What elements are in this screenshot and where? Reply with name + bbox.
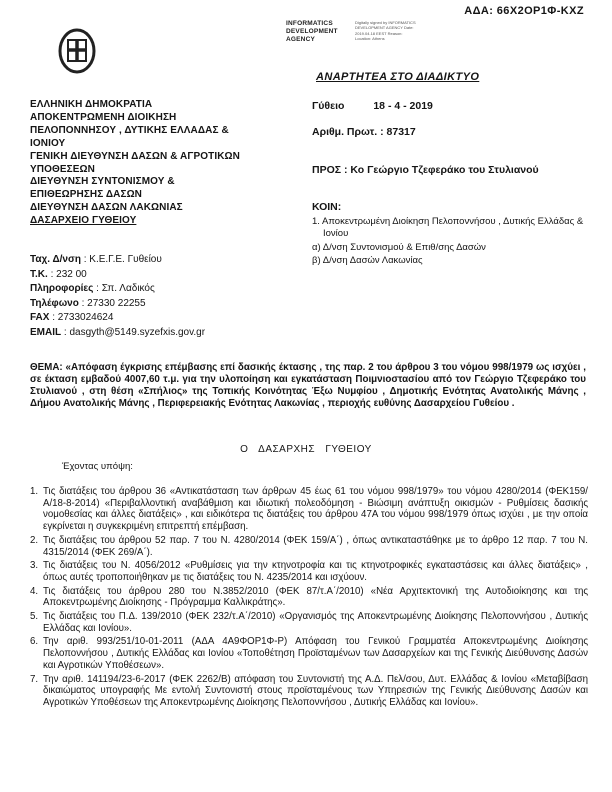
contact-address-row [30,253,304,268]
stamp-agency-name: INFORMATICS DEVELOPMENT AGENCY [286,20,338,43]
having-regard-label: Έχοντας υπόψη: [62,461,133,472]
contact-label: EMAIL [30,327,62,339]
sender-line: ΙΟΝΙΟΥ [30,137,66,149]
sender-line: ΕΛΛΗΝΙΚΗ ΔΗΜΟΚΡΑΤΙΑ [30,99,153,110]
contact-label: Ταχ. Δ/νση [30,254,81,266]
contact-value: : 232 00 [50,268,87,280]
document-date: 18 - 4 - 2019 [373,100,433,112]
contact-label: FAX [30,312,50,324]
legal-item: Τις διατάξεις του άρθρου 52 παρ. 7 του Ν. 4280/2014 (ΦΕΚ 159/Α΄) , όπως αντικαταστάθηκε με το άρθρο 12 παρ. 7 του Ν. 4315/2014 (ΦΕΚ 269/Α΄). [43,534,588,558]
internet-posting-label: ΑΝΑΡΤΗΤΕΑ ΣΤΟ ΔΙΑΔΙΚΤΥΟ [316,71,480,83]
cc-list [312,216,588,267]
sender-line: ΔΙΕΥΘΥΝΣΗ ΣΥΝΤΟΝΙΣΜΟΥ & [30,176,175,188]
greek-emblem-icon [54,26,100,76]
sender-block [30,99,304,341]
protocol-number-label: Αριθμ. Πρωτ. : [312,126,384,138]
recipient-name: Κο Γεώργιο Τζεφεράκο του Στυλιανού [350,164,539,176]
contact-label: Πληροφορίες [30,283,94,295]
contact-email-row [30,326,304,341]
cc-label: ΚΟΙΝ: [312,201,342,213]
legal-item: Τις διατάξεις του Π.Δ. 139/2010 (ΦΕΚ 232/τ.Α΄/2010) «Οργανισμός της Αποκεντρωμένης Διοίκησης Πελοποννήσου , Δυτικής Ελλάδας και Ιονίου». [43,611,588,634]
recipient-line [312,164,588,176]
date-line [312,100,588,112]
sender-line: ΥΠΟΘΕΣΕΩΝ [30,163,95,175]
legal-item: Τις διατάξεις του Ν. 4056/2012 «Ρυθμίσεις για την κτηνοτροφία και τις κτηνοτροφικές εγκαταστάσεις και άλλες διατάξεις» , όπως αυτές τροποποιήθηκαν με τις διατάξεις του Ν. 4235/2014 και ισχύουν. [43,560,588,583]
contact-label: Τ.Κ. [30,268,48,280]
sender-line: ΓΕΝΙΚΗ ΔΙΕΥΘΥΝΣΗ ΔΑΣΩΝ & ΑΓΡΟΤΙΚΩΝ [30,150,240,162]
stamp-signature-details: Digitally signed by INFORMATICS DEVELOPMENT AGENCY Date: 2019.04.18 EEST Reason: Location: Athens [355,20,416,42]
contact-info-row [30,282,304,297]
cc-item: 1. Αποκεντρωμένη Διοίκηση Πελοποννήσου , Δυτικής Ελλάδας & Ιονίου [312,216,584,240]
cc-item: β) Δ/νση Δασών Λακωνίας [312,254,423,266]
legal-basis-list [30,486,588,711]
digital-signature-stamp [286,20,417,43]
contact-value: : Σπ. Λαδικός [96,283,155,295]
place-name: Γύθειο [312,100,345,112]
sender-line: ΔΙΕΥΘΥΝΣΗ ΔΑΣΩΝ ΛΑΚΩΝΙΑΣ [30,202,183,214]
cc-item: α) Δ/νση Συντονισμού & Επιθ/σης Δασών [312,241,486,253]
contact-value: : 27330 22255 [81,297,146,309]
contact-label: Τηλέφωνο [30,297,79,309]
subject-label: ΘΕΜΑ: [30,362,63,373]
contact-postcode-row [30,268,304,283]
legal-item: Την αριθ. 993/251/10-01-2011 (ΑΔΑ 4Α9ΦΟΡ1Φ-Ρ) Απόφαση του Γενικού Γραμματέα Αποκεντρωμένης Διοίκησης Πελοποννήσου , Δυτικής Ελλάδας και Ιονίου «Τοποθέτηση Προϊσταμένων των Δασαρχείων και της Γενικής Διεύθυνσης Δασών και Αγροτικών Υποθέσεων». [43,636,588,671]
ada-code: ΑΔΑ: 66Χ2ΟΡ1Φ-ΚΧΖ [464,5,584,17]
subject-text: «Απόφαση έγκρισης επέμβασης επί δασικής έκτασης , της παρ. 2 του άρθρου 3 του νόμου 998/1979 ως ισχύει , σε έκταση εμβαδού 4007,60 τ.μ. για την υλοποίηση και εγκατάσταση Ποιμνιοστασίου από τον Γεώργιο Τζεφεράκο του Στυλιανού , στη θέση «Σπήλιος» της Τοπικής Κοινότητας Έξω Νυμφίου , Δημοτικής Ενότητας Ανατολικής Μάνης , Δήμου Ανατολικής Μάνης , Περιφερειακής Ενότητας Λακωνίας , περιοχής ευθύνης Δασαρχείου Γυθείου . [30,362,586,409]
recipient-label: ΠΡΟΣ : [312,164,348,176]
decision-heading: Ο ΔΑΣΑΡΧΗΣ ΓΥΘΕΙΟΥ [240,444,372,455]
sender-line: ΠΕΛΟΠΟΝΝΗΣΟΥ , ΔΥΤΙΚΗΣ ΕΛΛΑΔΑΣ & [30,124,229,136]
sender-office-name: ΔΑΣΑΡΧΕΙΟ ΓΥΘΕΙΟΥ [30,215,137,227]
protocol-number-line [312,126,588,138]
protocol-number: 87317 [386,126,416,138]
contact-phone-row [30,297,304,312]
contact-fax-row [30,311,304,326]
subject-paragraph [30,362,586,410]
legal-item: Τις διατάξεις του άρθρου 36 «Αντικατάσταση των άρθρων 45 έως 61 του νόμου 998/1979» του νόμου 4280/2014 (ΦΕΚ159/Α/18-8-2014) «Περιβαλλοντική αναβάθμιση και ιδιωτική πολεοδόμηση - Βιώσιμη ανάπτυξη οικισμών - Ρυθμίσεις δασικής νομοθεσίας και άλλες διατάξεις» , και ειδικότερα τις διατάξεις του άρθρου 47Α του νόμου 998/1979 όπως ισχύει , με την οποία εγκρίνεται η συγκεκριμένη επιτρεπτή επέμβαση. [43,486,588,533]
contact-email-value: : dasgyth@5149.syzefxis.gov.gr [63,327,206,339]
sender-line: ΕΠΙΘΕΩΡΗΣΗΣ ΔΑΣΩΝ [30,189,143,201]
contact-block [30,253,304,341]
contact-value: : Κ.Ε.Γ.Ε. Γυθείου [83,254,162,266]
legal-item: Την αριθ. 141194/23-6-2017 (ΦΕΚ 2262/Β) απόφαση του Συντονιστή της Α.Δ. Πελ/σου, Δυτ. Ελλάδας & Ιονίου «Μεταβίβαση δικαιώματος υπογραφής Με εντολή Συντονιστή στους προϊσταμένους των Υπηρεσιών της Γενικής Διεύθυνσης Δασών και Αγροτικών Υποθέσεων της Αποκεντρωμένης Διοίκησης Πελοποννήσου , Δυτικής Ελλάδας και Ιονίου». [43,673,588,708]
protocol-recipients-block [312,100,588,268]
legal-item: Τις διατάξεις του άρθρου 280 του Ν.3852/2010 (ΦΕΚ 87/τ.Α΄/2010) «Νέα Αρχιτεκτονική της Αυτοδιοίκησης και της Αποκεντρωμένης Διοίκησης - Πρόγραμμα Καλλικράτης». [43,585,588,609]
contact-value: : 2733024624 [52,312,114,324]
sender-line: ΑΠΟΚΕΝΤΡΩΜΕΝΗ ΔΙΟΙΚΗΣΗ [30,111,177,123]
